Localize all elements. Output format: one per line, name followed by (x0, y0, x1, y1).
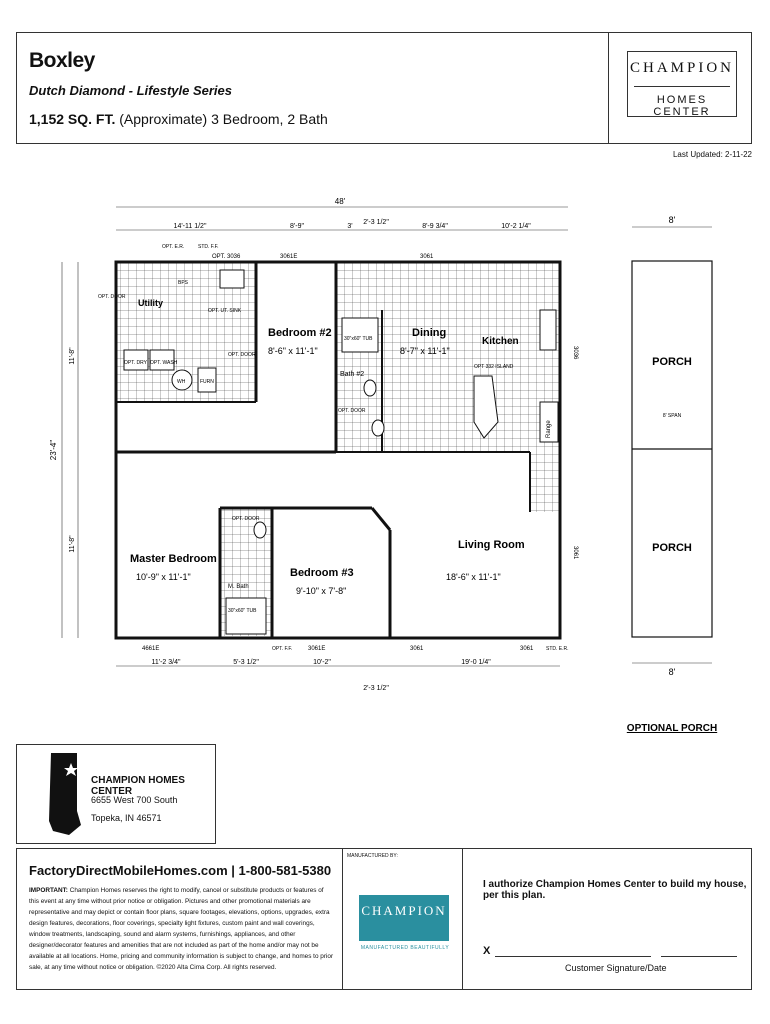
dim-top-6: 10'-2 1/4" (501, 223, 531, 230)
label-opt-door-4: OPT. DOOR (232, 516, 260, 522)
legal-disclaimer (29, 885, 335, 973)
plan-specs (29, 111, 328, 127)
kitchen-sink (540, 310, 556, 350)
room-kitchen: Kitchen (482, 336, 519, 347)
champion-homes-center-logo (627, 51, 737, 117)
contact-legal (17, 849, 343, 989)
authorization-area (463, 849, 751, 989)
dim-top-4: 2'-3 1/2" (363, 219, 389, 226)
label-3036-side: 3036 (572, 346, 578, 360)
entry-tile (530, 452, 560, 512)
window-top-3061e: 3061E (280, 254, 298, 260)
master-tub (226, 598, 266, 634)
dining-kitchen-tile (336, 262, 560, 452)
label-master-bath: M. Bath (228, 584, 249, 590)
logo-top-text: CHAMPION (629, 60, 734, 76)
label-tub-master: 30"x60" TUB (228, 608, 257, 614)
header-title-area (17, 33, 609, 143)
manufactured-by-label: MANUFACTURED BY: (347, 853, 398, 859)
window-top-3061: 3061 (420, 254, 434, 260)
side-dim-bottom: 11'-8" (69, 535, 76, 553)
manufacturer-area (343, 849, 463, 989)
last-updated: Last Updated: 2-11-22 (672, 150, 752, 159)
optional-porch-plan (622, 205, 722, 745)
overall-depth-dim: 23'-4" (49, 439, 58, 461)
dealer-name: CHAMPION HOMES CENTER (91, 775, 185, 797)
label-wh: WH (177, 379, 186, 385)
label-bath2: Bath #2 (340, 371, 365, 378)
room-bedroom2: Bedroom #2 (268, 327, 332, 339)
floor-plan (40, 190, 580, 710)
label-range: Range (546, 420, 552, 438)
window-bottom-3061-b: 3061 (520, 646, 534, 652)
signature-label: Customer Signature/Date (565, 963, 667, 973)
optional-porch-caption: OPTIONAL PORCH (626, 723, 718, 734)
room-dining: Dining (412, 327, 447, 339)
window-top-3036: OPT. 3036 (212, 254, 241, 260)
utility-sink (220, 270, 244, 288)
dim-top-5: 8'-9 3/4" (422, 223, 448, 230)
label-bps: BPS (178, 280, 189, 286)
window-bottom-4661e: 4661E (142, 646, 160, 652)
label-3061-side: 3061 (572, 546, 578, 560)
window-bottom-3061e: 3061E (308, 646, 326, 652)
dim-bottom-2: 5'-3 1/2" (233, 659, 259, 666)
date-line[interactable] (661, 956, 737, 957)
indiana-map-icon (47, 751, 83, 837)
room-bedroom2-size: 8'-6" x 11'-1" (268, 346, 318, 356)
dim-top-3: 3' (347, 223, 353, 230)
signature-line[interactable] (495, 956, 651, 957)
window-top-ff: STD. F.F. (198, 244, 219, 250)
label-furn: FURN (200, 379, 214, 385)
dealer-city: Topeka, IN 46571 (91, 813, 162, 823)
dealer-box (16, 744, 216, 844)
label-opt-dry: OPT. DRY (124, 360, 147, 366)
dim-bottom-4: 19'-0 1/4" (461, 659, 491, 666)
plan-footer (16, 848, 752, 990)
sqft-value: 1,152 SQ. FT. (29, 111, 116, 127)
porch-width-top: 8' (668, 215, 676, 225)
room-dining-size: 8'-7" x 11'-1" (400, 346, 450, 356)
dim-top-2: 8'-9" (290, 223, 304, 230)
label-opt-ut-sink: OPT. UT. SINK (208, 308, 242, 314)
label-opt-island: OPT 332 ISLAND (474, 364, 514, 370)
master-toilet (254, 522, 266, 538)
porch-label-1: PORCH (652, 356, 692, 368)
dim-bottom-3: 10'-2" (313, 659, 331, 666)
authorization-text: I authorize Champion Homes Center to build my house, per this plan. (483, 879, 747, 901)
bath2-sink (372, 420, 384, 436)
porch-label-2: PORCH (652, 542, 692, 554)
side-dim-top: 11'-8" (69, 347, 76, 365)
logo-divider (634, 86, 730, 87)
label-opt-door-3: OPT. DOOR (338, 408, 366, 414)
label-opt-wash: OPT. WASH (150, 360, 178, 366)
plan-series: Dutch Diamond - Lifestyle Series (29, 83, 232, 98)
room-master-bedroom-size: 10'-9" x 11'-1" (136, 572, 191, 582)
dim-bottom-total: 2'-3 1/2" (363, 685, 389, 692)
overall-width-dim: 48' (334, 197, 346, 206)
signature-x: X (483, 945, 491, 957)
legal-text: Champion Homes reserves the right to modify, cancel or substitute products or features of this event at any time without prior notice or obligation. Pictures and other promotional materials are representative and may depict or contain floor plans, square footages, elevations, options, upgrades, extra design features, decorations, floor coverings, specialty light fixtures, custom paint and wall coverings, window treatments, landscaping, sound and alarm systems, furnishings, appliances, and other designer/decorator features and amenities that are not included as part of the home and/or may not be available at all locations. Home, pricing and community information is subject to change, and homes to prior sale, at any time without notice or obligation. ©2020 Alta Cima Corp. All rights reserved. (29, 887, 334, 971)
window-bottom-ff: OPT. F.F. (272, 646, 293, 652)
room-master-bedroom: Master Bedroom (130, 553, 217, 565)
logo-bottom-text: HOMES CENTER (653, 94, 711, 118)
room-living-size: 18'-6" x 11'-1" (446, 572, 501, 582)
contact-line: FactoryDirectMobileHomes.com | 1-800-581-5380 (29, 863, 332, 878)
dealer-address: 6655 West 700 South (91, 795, 178, 805)
phone-number[interactable]: 1-800-581-5380 (238, 863, 332, 878)
room-utility: Utility (138, 298, 164, 308)
champion-logo (359, 895, 449, 941)
sqft-description: (Approximate) 3 Bedroom, 2 Bath (115, 111, 328, 127)
label-tub-bath2: 30"x60" TUB (344, 336, 373, 342)
website-link[interactable]: FactoryDirectMobileHomes.com (29, 863, 228, 878)
porch-span: 8' SPAN (662, 413, 682, 419)
window-bottom-3061-a: 3061 (410, 646, 424, 652)
label-opt-door-2: OPT. DOOR (228, 352, 256, 358)
champion-tagline: MANUFACTURED BEAUTIFULLY (360, 945, 450, 951)
room-bedroom3-size: 9'-10" x 7'-8" (296, 586, 347, 596)
plan-header (16, 32, 752, 144)
bath2-tub (342, 318, 378, 352)
room-living: Living Room (458, 539, 525, 551)
label-opt-door-1: OPT. DOOR (98, 294, 126, 300)
plan-title: Boxley (29, 49, 95, 72)
dim-top-1: 14'-11 1/2" (173, 223, 207, 230)
room-bedroom3: Bedroom #3 (290, 567, 354, 579)
window-bottom-er: STD. E.R. (546, 646, 569, 652)
bath2-toilet (364, 380, 376, 396)
porch-width-bottom: 8' (668, 667, 676, 677)
champion-logo-text: CHAMPION (361, 903, 447, 918)
legal-important: IMPORTANT: (29, 887, 68, 894)
window-top-er: OPT. E.R. (162, 244, 185, 250)
dim-bottom-1: 11'-2 3/4" (151, 659, 181, 666)
